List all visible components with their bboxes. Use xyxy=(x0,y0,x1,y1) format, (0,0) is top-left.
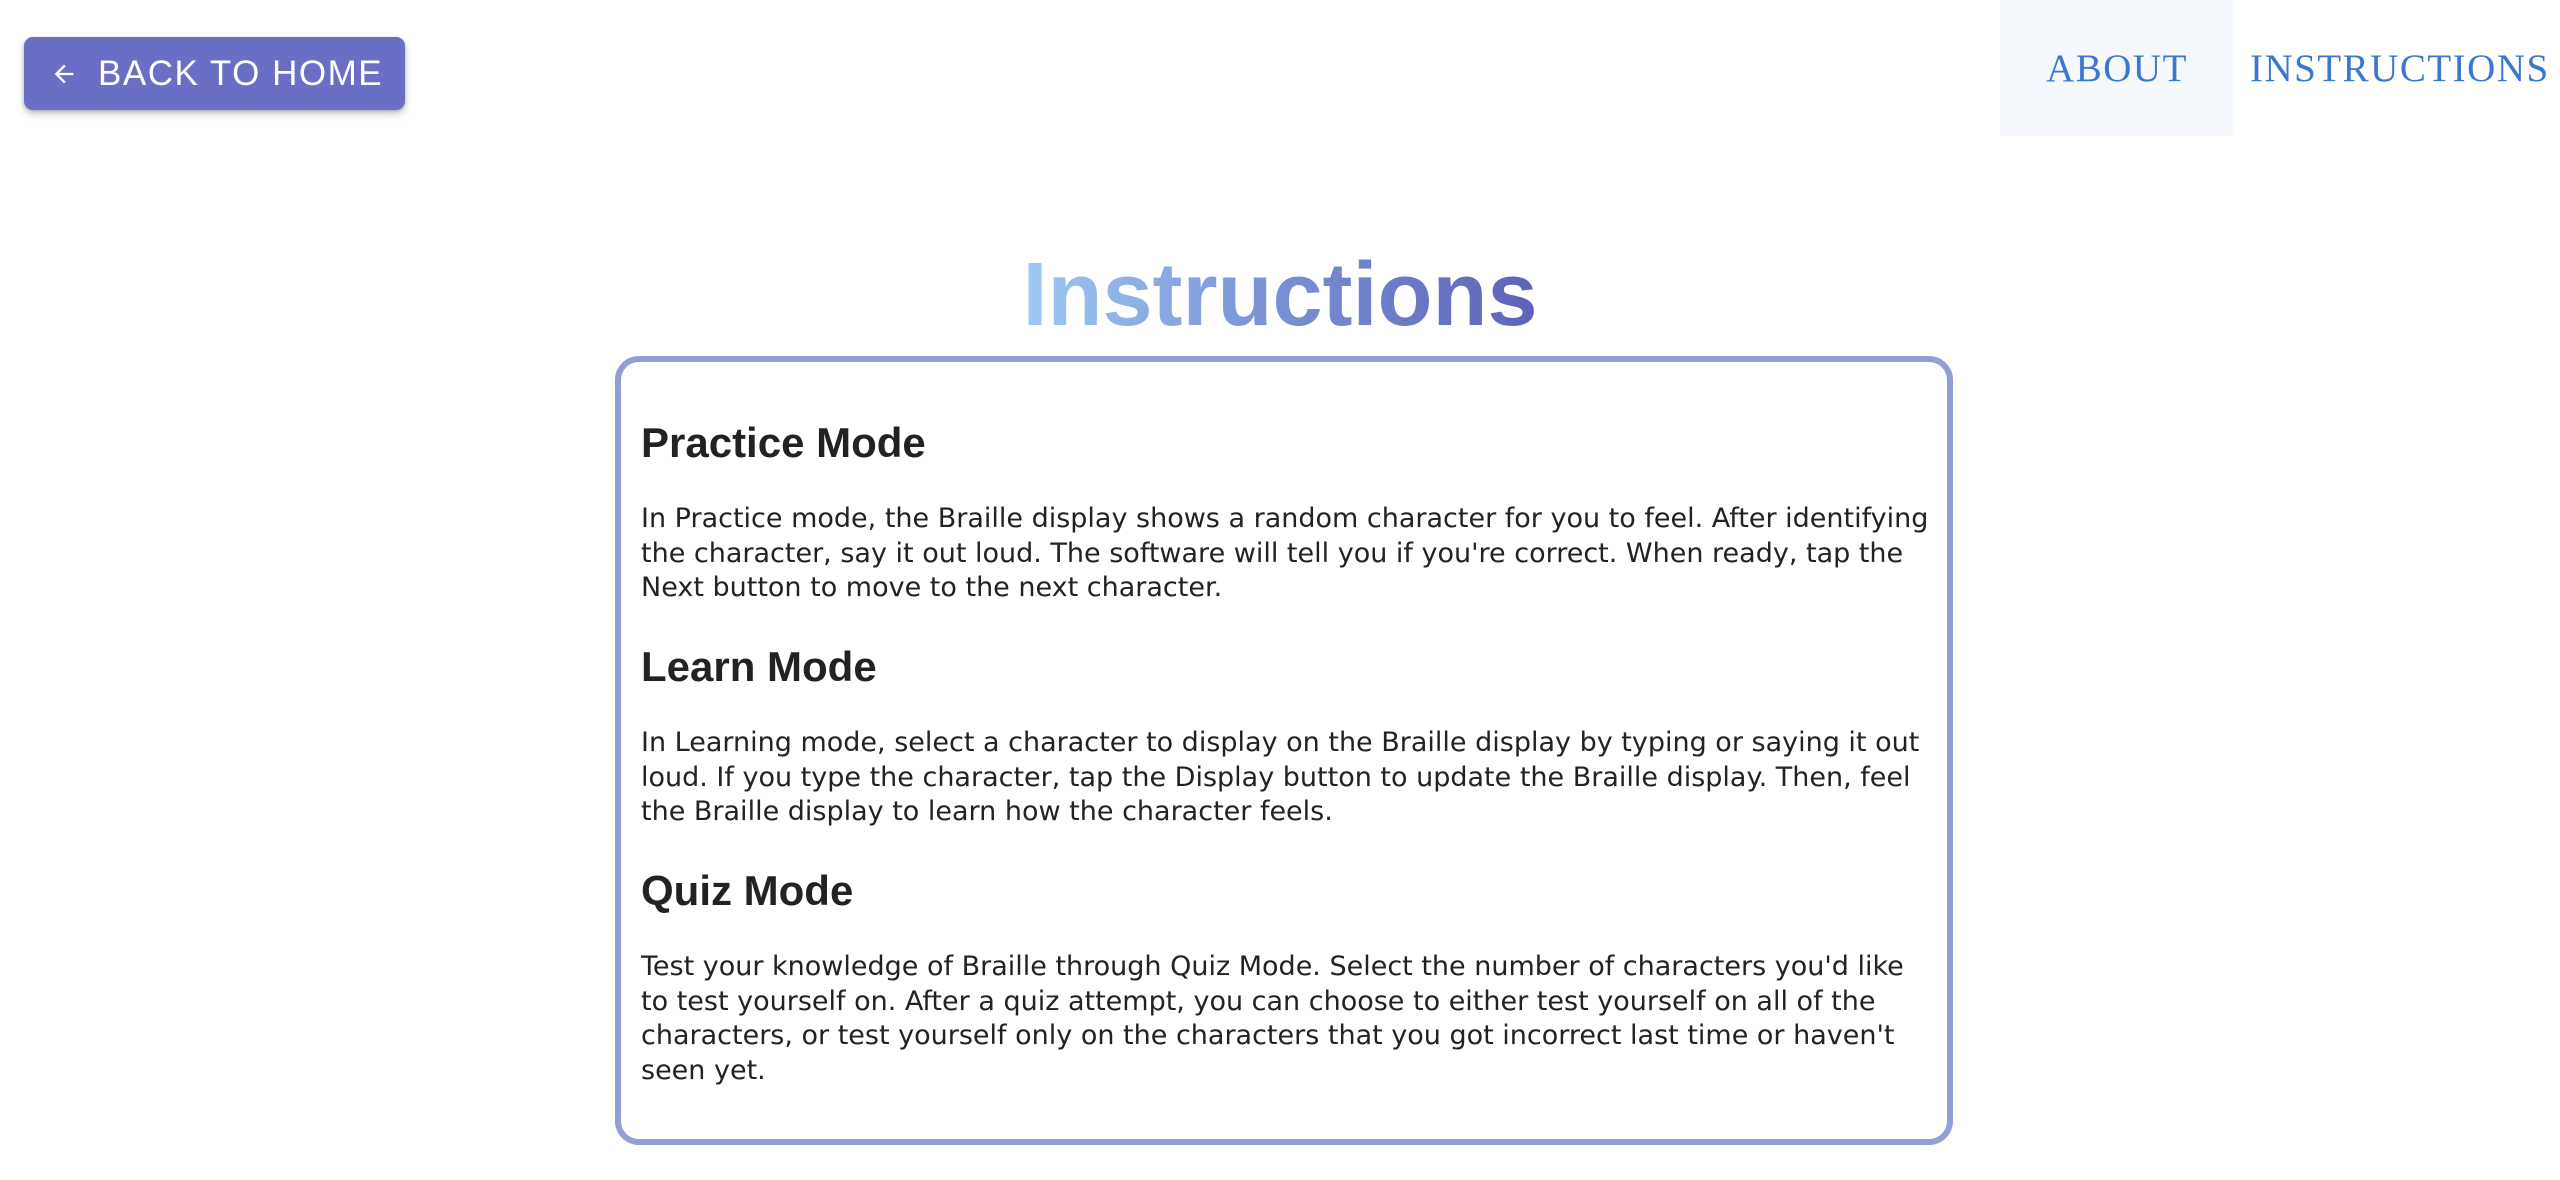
section-heading: Learn Mode xyxy=(641,642,877,690)
top-nav xyxy=(2000,0,2560,136)
back-to-home-button[interactable] xyxy=(24,37,405,110)
section-body: In Practice mode, the Braille display shows a random character for you to feel. After identifying the character, say it out loud. The software will tell you if you're correct. When ready, tap the Next button to move to the next character. xyxy=(641,503,1929,604)
page-title-text: Instructions xyxy=(1022,245,1538,345)
nav-about-link[interactable]: ABOUT xyxy=(2000,0,2234,136)
section-body: Test your knowledge of Braille through Quiz Mode. Select the number of characters you'd like to test yourself on. After a quiz attempt, you can choose to either test yourself on all of the characters, or test yourself only on the characters that you got incorrect last time or haven't seen yet. xyxy=(641,951,1904,1086)
back-to-home-label: BACK TO HOME xyxy=(98,54,384,93)
section-body: In Learning mode, select a character to display on the Braille display by typing or saying it out loud. If you type the character, tap the Display button to update the Braille display. Then, feel the Braille display to learn how the character feels. xyxy=(641,727,1920,828)
section-quiz-mode xyxy=(641,866,1929,1088)
section-heading: Quiz Mode xyxy=(641,866,854,914)
instructions-panel xyxy=(615,356,1953,1145)
nav-instructions-link[interactable]: INSTRUCTIONS xyxy=(2250,46,2550,90)
arrow-left-icon xyxy=(50,60,78,88)
section-practice-mode xyxy=(641,418,1929,606)
page-title xyxy=(0,245,2560,345)
section-heading: Practice Mode xyxy=(641,419,926,466)
section-learn-mode xyxy=(641,642,1929,830)
